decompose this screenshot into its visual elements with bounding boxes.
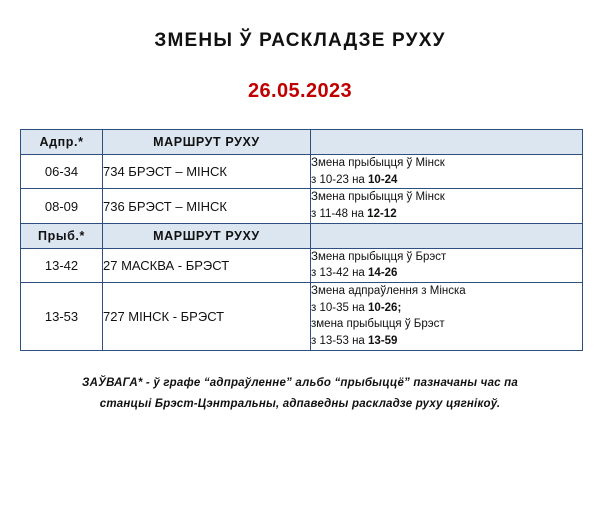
note-text: Змена адпраўлення з Мінска <box>311 285 466 298</box>
table-row <box>21 248 583 282</box>
schedule-table <box>20 129 583 351</box>
cell-note <box>311 283 583 351</box>
column-header-route: МАРШРУТ РУХУ <box>103 130 311 155</box>
cell-time: 08-09 <box>21 189 103 223</box>
note-line <box>311 172 582 189</box>
column-header-notes <box>311 130 583 155</box>
cell-note <box>311 189 583 223</box>
cell-time: 06-34 <box>21 155 103 189</box>
cell-time: 13-42 <box>21 248 103 282</box>
note-text: з 10-35 на <box>311 301 369 314</box>
cell-route: 734 БРЭСТ – МІНСК <box>103 155 311 189</box>
note-text: Змена прыбыцця ў Брэст <box>311 250 447 263</box>
document-page <box>0 30 600 507</box>
note-line <box>311 206 582 223</box>
cell-route: 727 МІНСК - БРЭСТ <box>103 283 311 351</box>
note-text: з 11-48 на <box>311 208 368 221</box>
note-line <box>311 333 582 350</box>
table-row <box>21 189 583 223</box>
table-row <box>21 155 583 189</box>
note-text: змена прыбыцця ў Брэст <box>311 318 445 331</box>
page-title: ЗМЕНЫ Ў РАСКЛАДЗЕ РУХУ <box>154 30 446 51</box>
column-header-departure-time: Адпр.* <box>21 130 103 155</box>
table-header-row-arrivals <box>21 223 583 248</box>
note-line <box>311 265 582 282</box>
note-text: Змена прыбыцця ў Мінск <box>311 191 445 204</box>
cell-time: 13-53 <box>21 283 103 351</box>
cell-note <box>311 155 583 189</box>
effective-date: 26.05.2023 <box>247 80 353 102</box>
column-header-arrival-time: Прыб.* <box>21 223 103 248</box>
table-header-row-departures <box>21 130 583 155</box>
note-emphasis: 14-26 <box>368 267 398 280</box>
note-emphasis: 13-59 <box>368 335 398 348</box>
note-text: Змена прыбыцця ў Мінск <box>311 157 445 169</box>
note-line <box>311 249 582 266</box>
note-line <box>311 316 582 333</box>
note-text: з 13-53 на <box>311 335 369 348</box>
column-header-notes <box>311 223 583 248</box>
cell-route: 736 БРЭСТ – МІНСК <box>103 189 311 223</box>
cell-note <box>311 248 583 282</box>
note-line <box>311 283 582 300</box>
column-header-route: МАРШРУТ РУХУ <box>103 223 311 248</box>
cell-route: 27 МАСКВА - БРЭСТ <box>103 248 311 282</box>
table-row <box>21 283 583 351</box>
footnote <box>30 373 570 416</box>
note-text: з 10-23 на <box>311 173 369 186</box>
footnote-line-2: станцыі Брэст-Цэнтральны, адпаведны раскладзе руху цягнікоў. <box>99 397 501 410</box>
schedule-table-body <box>21 130 583 351</box>
note-text: з 13-42 на <box>311 267 369 280</box>
note-line <box>311 155 582 172</box>
note-emphasis: 10-26; <box>368 301 402 314</box>
footnote-line-1: ЗАЎВАГА* - ў графе “адпраўленне” альбо “прыбыццё” пазначаны час па <box>82 376 518 389</box>
note-line <box>311 300 582 317</box>
note-line <box>311 189 582 206</box>
note-emphasis: 10-24 <box>368 173 398 186</box>
note-emphasis: 12-12 <box>367 208 397 221</box>
